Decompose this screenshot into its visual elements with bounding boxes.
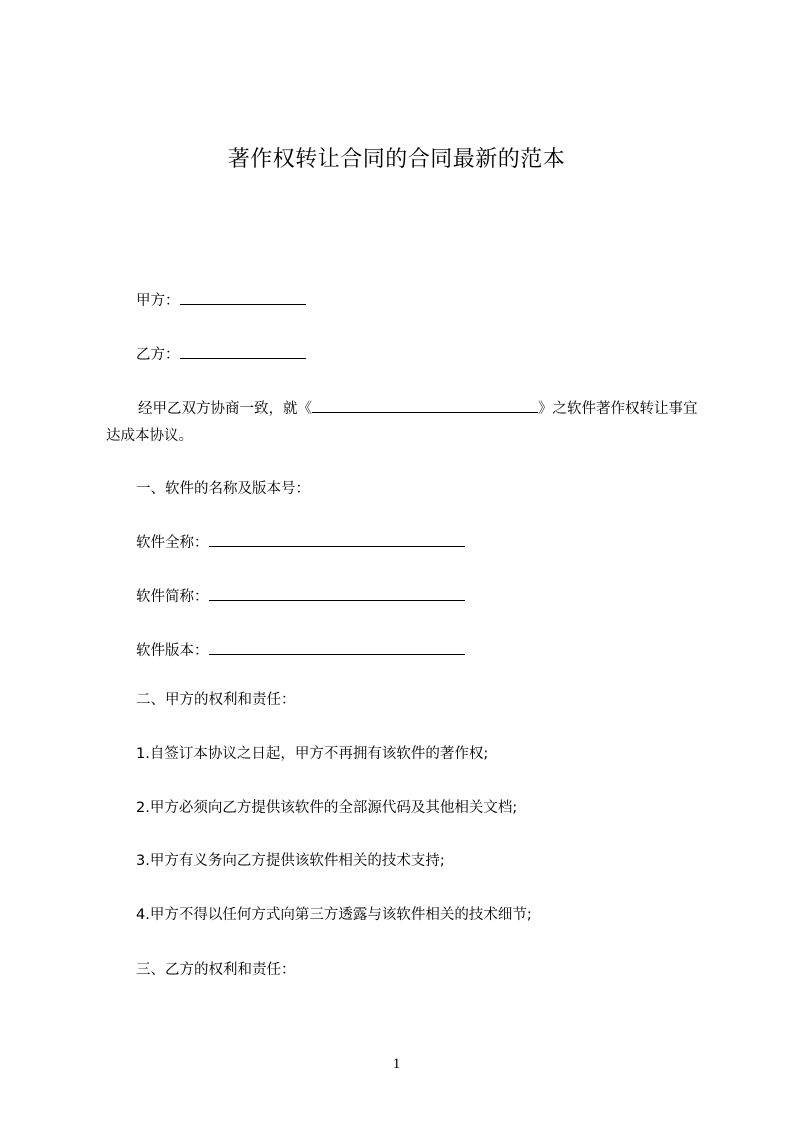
intro-prefix: 经甲乙双方协商一致，就《 [138,401,312,417]
full-name-blank [209,532,465,547]
version-label: 软件版本： [136,643,209,659]
full-name-label: 软件全称： [136,535,209,551]
clause-2: 2.甲方必须向乙方提供该软件的全部源代码及其他相关文档; [136,800,518,816]
intro-paragraph [106,396,706,450]
party-b-blank [180,344,306,359]
party-a-label: 甲方： [136,293,180,309]
clause-1: 1.自签订本协议之日起，甲方不再拥有该软件的著作权; [136,746,489,762]
version-blank [209,640,465,655]
work-title-blank [312,398,538,413]
section3-heading: 三、乙方的权利和责任： [136,962,296,978]
short-name-blank [209,586,465,601]
intro-suffix: 》之软件著作权转让事宜达成本协议。 [106,401,698,444]
section1-heading: 一、软件的名称及版本号： [136,481,310,497]
party-b-label: 乙方： [136,347,180,363]
party-a-blank [180,290,306,305]
section2-heading: 二、甲方的权利和责任： [136,692,296,708]
version-line [136,640,465,661]
clause-3: 3.甲方有义务向乙方提供该软件相关的技术支持; [136,853,445,869]
page-number: 1 [392,1056,401,1072]
full-name-line [136,532,465,553]
clause-4: 4.甲方不得以任何方式向第三方透露与该软件相关的技术细节; [136,907,532,923]
document-title: 著作权转让合同的合同最新的范本 [227,147,566,172]
party-b-line [136,344,306,365]
party-a-line [136,290,306,311]
short-name-label: 软件简称： [136,589,209,605]
short-name-line [136,586,465,607]
